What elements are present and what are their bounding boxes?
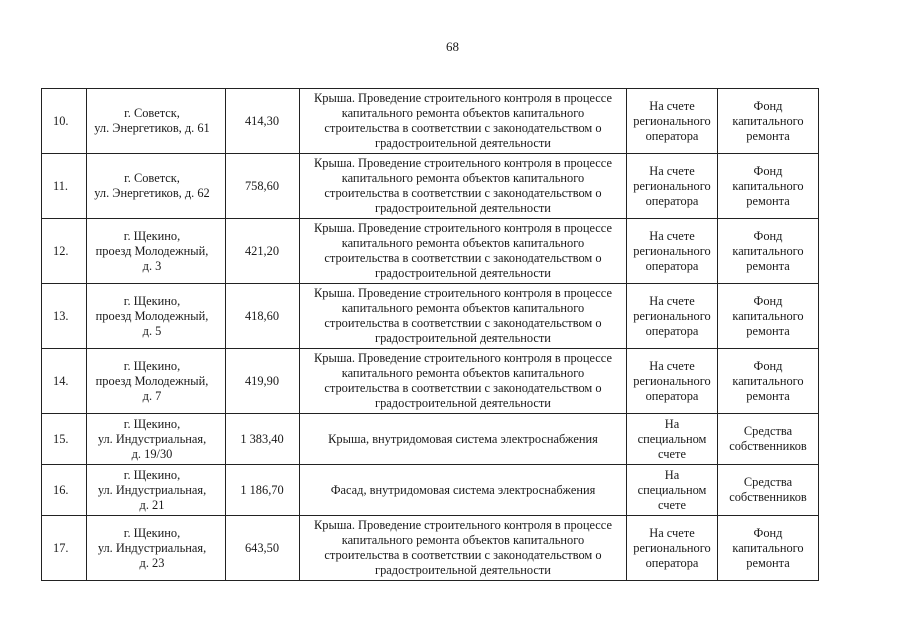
source-line: Средства xyxy=(743,475,793,489)
address-cell xyxy=(87,465,226,516)
works-cell xyxy=(300,516,627,581)
address-line: проезд Молодежный, xyxy=(95,308,209,323)
address-cell xyxy=(87,284,226,349)
account-line: регионального xyxy=(633,178,711,193)
source-line: Фонд xyxy=(753,163,783,178)
account-line: регионального xyxy=(633,373,711,388)
source-line: ремонта xyxy=(746,555,790,570)
works-line: Крыша. Проведение строительного контроля в процессе xyxy=(314,156,612,170)
address-line: ул. Энергетиков, д. 62 xyxy=(94,186,210,200)
account-line: регионального xyxy=(633,308,711,323)
source-line: собственников xyxy=(729,439,807,453)
works-line: строительства в соответствии с законодательством о xyxy=(324,121,602,135)
address-line: д. 7 xyxy=(142,388,162,403)
source-line: капитального xyxy=(732,308,804,323)
row-number: 13. xyxy=(42,284,87,349)
address-line: ул. Индустриальная, xyxy=(97,482,207,497)
account-line: счете xyxy=(658,446,686,461)
account-line: регионального xyxy=(633,243,711,258)
source-line: ремонта xyxy=(746,323,790,338)
source-line: собственников xyxy=(729,490,807,504)
account-line: На счете xyxy=(649,358,695,373)
row-number: 14. xyxy=(42,349,87,414)
address-line: ул. Индустриальная, xyxy=(97,431,207,446)
account-cell xyxy=(627,414,718,465)
works-line: капитального ремонта объектов капитального xyxy=(341,301,585,315)
source-line: капитального xyxy=(732,178,804,193)
address-cell xyxy=(87,516,226,581)
table-row xyxy=(42,349,819,414)
account-line: На счете xyxy=(649,525,695,540)
address-line: г. Щекино, xyxy=(123,293,181,308)
row-number: 12. xyxy=(42,219,87,284)
works-line: строительства в соответствии с законодательством о xyxy=(324,251,602,265)
works-cell xyxy=(300,284,627,349)
account-line: На счете xyxy=(649,228,695,243)
repair-table xyxy=(41,88,819,581)
address-cell xyxy=(87,219,226,284)
account-line: оператора xyxy=(645,193,699,208)
funding-source-cell xyxy=(718,414,819,465)
address-line: г. Щекино, xyxy=(123,467,181,482)
works-cell xyxy=(300,414,627,465)
account-line: регионального xyxy=(633,540,711,555)
source-line: Фонд xyxy=(753,525,783,540)
works-line: Крыша, внутридомовая система электроснабжения xyxy=(328,431,598,446)
account-cell xyxy=(627,516,718,581)
funding-source-cell xyxy=(718,349,819,414)
account-line: счете xyxy=(658,497,686,512)
source-line: Фонд xyxy=(753,358,783,373)
table-row xyxy=(42,414,819,465)
works-cell xyxy=(300,465,627,516)
address-line: ул. Энергетиков, д. 61 xyxy=(94,121,210,135)
funding-source-cell xyxy=(718,219,819,284)
works-line: строительства в соответствии с законодательством о xyxy=(324,548,602,562)
funding-source-cell xyxy=(718,154,819,219)
address-cell xyxy=(87,414,226,465)
account-cell xyxy=(627,219,718,284)
source-line: ремонта xyxy=(746,258,790,273)
table-body xyxy=(42,89,819,581)
source-line: ремонта xyxy=(746,193,790,208)
source-line: капитального xyxy=(732,540,804,555)
works-line: Крыша. Проведение строительного контроля в процессе xyxy=(314,518,612,532)
address-cell xyxy=(87,89,226,154)
works-cell xyxy=(300,154,627,219)
works-line: градостроительной деятельности xyxy=(375,563,551,577)
account-line: На счете xyxy=(649,163,695,178)
row-number: 15. xyxy=(42,414,87,465)
address-cell xyxy=(87,349,226,414)
source-line: капитального xyxy=(732,113,804,128)
works-line: градостроительной деятельности xyxy=(375,201,551,215)
source-line: ремонта xyxy=(746,388,790,403)
source-line: капитального xyxy=(732,373,804,388)
source-line: капитального xyxy=(732,243,804,258)
row-number: 17. xyxy=(42,516,87,581)
table-row xyxy=(42,465,819,516)
funding-source-cell xyxy=(718,465,819,516)
area-cell: 419,90 xyxy=(226,349,300,414)
table-row xyxy=(42,284,819,349)
funding-source-cell xyxy=(718,89,819,154)
area-cell: 1 383,40 xyxy=(226,414,300,465)
works-line: капитального ремонта объектов капитального xyxy=(341,171,585,185)
address-line: г. Щекино, xyxy=(123,416,181,431)
account-line: На счете xyxy=(649,293,695,308)
address-line: г. Щекино, xyxy=(123,525,181,540)
works-line: капитального ремонта объектов капитального xyxy=(341,366,585,380)
row-number: 16. xyxy=(42,465,87,516)
account-line: оператора xyxy=(645,258,699,273)
works-line: Фасад, внутридомовая система электроснабжения xyxy=(330,482,596,497)
table-row xyxy=(42,89,819,154)
address-line: г. Щекино, xyxy=(123,358,181,373)
works-line: капитального ремонта объектов капитального xyxy=(341,236,585,250)
address-line: г. Советск, xyxy=(124,171,180,185)
account-cell xyxy=(627,89,718,154)
works-line: капитального ремонта объектов капитального xyxy=(341,533,585,547)
address-line: д. 5 xyxy=(142,323,162,338)
account-line: специальном xyxy=(637,431,707,446)
table-row xyxy=(42,219,819,284)
address-line: д. 23 xyxy=(139,555,165,570)
account-line: оператора xyxy=(645,388,699,403)
works-line: строительства в соответствии с законодательством о xyxy=(324,381,602,395)
source-line: Фонд xyxy=(753,98,783,113)
account-cell xyxy=(627,349,718,414)
account-line: специальном xyxy=(637,482,707,497)
works-line: Крыша. Проведение строительного контроля в процессе xyxy=(314,286,612,300)
works-cell xyxy=(300,89,627,154)
address-cell xyxy=(87,154,226,219)
page-number: 68 xyxy=(446,39,459,54)
table-row xyxy=(42,154,819,219)
table-row xyxy=(42,516,819,581)
account-cell xyxy=(627,284,718,349)
address-line: г. Советск, xyxy=(124,106,180,120)
account-line: На счете xyxy=(649,98,695,113)
area-cell: 414,30 xyxy=(226,89,300,154)
address-line: д. 19/30 xyxy=(131,446,173,461)
area-cell: 1 186,70 xyxy=(226,465,300,516)
address-line: проезд Молодежный, xyxy=(95,373,209,388)
source-line: ремонта xyxy=(746,128,790,143)
account-line: оператора xyxy=(645,323,699,338)
works-line: градостроительной деятельности xyxy=(375,136,551,150)
source-line: Фонд xyxy=(753,228,783,243)
area-cell: 418,60 xyxy=(226,284,300,349)
works-cell xyxy=(300,349,627,414)
area-cell: 758,60 xyxy=(226,154,300,219)
source-line: Фонд xyxy=(753,293,783,308)
works-line: градостроительной деятельности xyxy=(375,266,551,280)
works-line: строительства в соответствии с законодательством о xyxy=(324,316,602,330)
works-line: градостроительной деятельности xyxy=(375,396,551,410)
address-line: д. 3 xyxy=(142,258,162,273)
account-line: На xyxy=(664,467,680,482)
works-line: Крыша. Проведение строительного контроля в процессе xyxy=(314,221,612,235)
account-line: оператора xyxy=(645,555,699,570)
row-number: 10. xyxy=(42,89,87,154)
account-line: На xyxy=(664,416,680,431)
area-cell: 643,50 xyxy=(226,516,300,581)
works-line: капитального ремонта объектов капитального xyxy=(341,106,585,120)
account-cell xyxy=(627,465,718,516)
address-line: ул. Индустриальная, xyxy=(97,540,207,555)
works-line: Крыша. Проведение строительного контроля в процессе xyxy=(314,91,612,105)
area-cell: 421,20 xyxy=(226,219,300,284)
address-line: д. 21 xyxy=(139,497,165,512)
works-line: Крыша. Проведение строительного контроля в процессе xyxy=(314,351,612,365)
works-line: строительства в соответствии с законодательством о xyxy=(324,186,602,200)
account-line: регионального xyxy=(633,113,711,128)
works-cell xyxy=(300,219,627,284)
row-number: 11. xyxy=(42,154,87,219)
account-line: оператора xyxy=(645,128,699,143)
funding-source-cell xyxy=(718,284,819,349)
funding-source-cell xyxy=(718,516,819,581)
address-line: проезд Молодежный, xyxy=(95,243,209,258)
source-line: Средства xyxy=(743,424,793,438)
account-cell xyxy=(627,154,718,219)
works-line: градостроительной деятельности xyxy=(375,331,551,345)
address-line: г. Щекино, xyxy=(123,228,181,243)
